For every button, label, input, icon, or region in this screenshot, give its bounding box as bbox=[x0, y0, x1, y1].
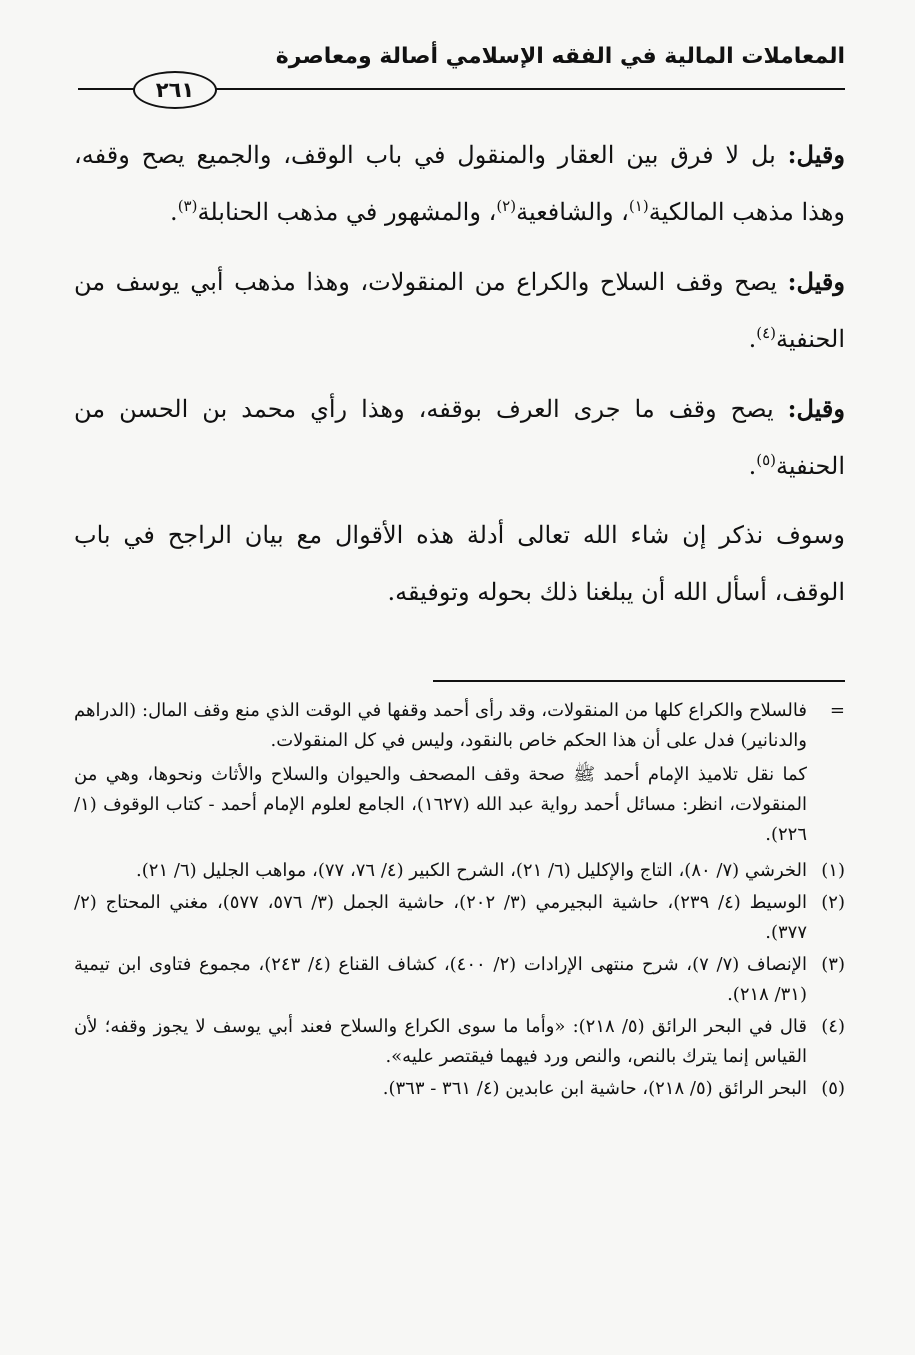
footnote-text: الإنصاف (٧/ ٧)، شرح منتهى الإرادات (٢/ ٤٠٠)، كشاف القناع (٤/ ٢٤٣)، مجموع فتاوى ابن تيمية (٣١/ ٢١٨). bbox=[74, 954, 807, 1005]
paragraph-text: . bbox=[748, 325, 757, 353]
footnote-mark: = bbox=[829, 700, 845, 721]
page-number: ٢٦١ bbox=[133, 71, 217, 109]
paragraph-lead: وقيل: bbox=[787, 267, 845, 296]
main-text bbox=[74, 126, 845, 633]
paragraph-lead: وقيل: bbox=[787, 140, 845, 169]
paragraph-lead: وقيل: bbox=[787, 394, 845, 423]
footnote-text: البحر الرائق (٥/ ٢١٨)، حاشية ابن عابدين (٤/ ٣٦١ - ٣٦٣). bbox=[382, 1078, 807, 1099]
paragraph-2 bbox=[74, 253, 845, 368]
paragraph-text: يصح وقف السلاح والكراع من المنقولات، وهذا مذهب أبي يوسف من الحنفية bbox=[74, 268, 845, 353]
running-header: المعاملات المالية في الفقه الإسلامي أصالة ومعاصرة bbox=[275, 44, 845, 69]
footnote-text: كما نقل تلاميذ الإمام أحمد ﷺ صحة وقف المصحف والحيوان والسلاح والأثاث ونحوها، وهي من المنقولات، انظر: مسائل أحمد رواية عبد الله (١٦٢٧)، الجامع لعلوم الإمام أحمد - كتاب الوقوف (١/ ٢٢٦). bbox=[74, 764, 807, 845]
footnote-ref: (٤) bbox=[756, 324, 777, 342]
footnote-text: قال في البحر الرائق (٥/ ٢١٨): «وأما ما سوى الكراع والسلاح فعند أبي يوسف لا يجوز وقفه؛ لأن القياس إنما يترك بالنص، والنص ورد فيهما فيقتصر عليه». bbox=[74, 1016, 807, 1067]
footnote-mark: (٣) bbox=[821, 954, 845, 975]
paragraph-4: وسوف نذكر إن شاء الله تعالى أدلة هذه الأقوال مع بيان الراجح في باب الوقف، أسأل الله أن يبلغنا ذلك بحوله وتوفيقه. bbox=[74, 521, 845, 606]
footnote-mark: (١) bbox=[821, 860, 845, 881]
footnote-ref: (٣) bbox=[177, 197, 198, 215]
paragraph-text: يصح وقف ما جرى العرف بوقفه، وهذا رأي محمد بن الحسن من الحنفية bbox=[74, 395, 845, 480]
paragraph-1 bbox=[74, 126, 845, 241]
footnote-ref: (٢) bbox=[496, 197, 517, 215]
footnote-5 bbox=[74, 1074, 845, 1104]
footnote-separator bbox=[433, 680, 845, 682]
footnote-mark: (٤) bbox=[821, 1016, 845, 1037]
footnote-4 bbox=[74, 1012, 845, 1072]
footnote-ref: (٥) bbox=[756, 451, 777, 469]
footnote-2 bbox=[74, 888, 845, 948]
paragraph-text: ، والمشهور في مذهب الحنابلة bbox=[197, 198, 497, 226]
footnote-text: الخرشي (٧/ ٨٠)، التاج والإكليل (٦/ ٢١)، الشرح الكبير (٤/ ٧٦، ٧٧)، مواهب الجليل (٦/ ٢١). bbox=[136, 860, 807, 881]
paragraph-text: ، والشافعية bbox=[516, 198, 629, 226]
footnotes bbox=[74, 696, 845, 1106]
footnote-mark: (٢) bbox=[821, 892, 845, 913]
footnote-ref: (١) bbox=[628, 197, 649, 215]
footnote-text: الوسيط (٤/ ٢٣٩)، حاشية البجيرمي (٣/ ٢٠٢)، حاشية الجمل (٣/ ٥٧٦، ٥٧٧)، مغني المحتاج (٢/ ٣٧٧). bbox=[74, 892, 807, 943]
footnote-1 bbox=[74, 856, 845, 886]
paragraph-3 bbox=[74, 380, 845, 495]
footnote-mark: (٥) bbox=[821, 1078, 845, 1099]
footnote-text: فالسلاح والكراع كلها من المنقولات، وقد رأى أحمد وقفها في الوقت الذي منع وقف المال: (الدراهم والدنانير) فدل على أن هذا الحكم خاص بالنقود، وليس في كل المنقولات. bbox=[74, 700, 807, 751]
footnote-continuation bbox=[74, 696, 845, 854]
paragraph-text: بل لا فرق بين العقار والمنقول في باب الوقف، والجميع يصح وقفه، وهذا مذهب المالكية bbox=[74, 141, 845, 226]
paragraph-text: . bbox=[748, 452, 757, 480]
paragraph-text: . bbox=[170, 198, 178, 226]
footnote-3 bbox=[74, 950, 845, 1010]
